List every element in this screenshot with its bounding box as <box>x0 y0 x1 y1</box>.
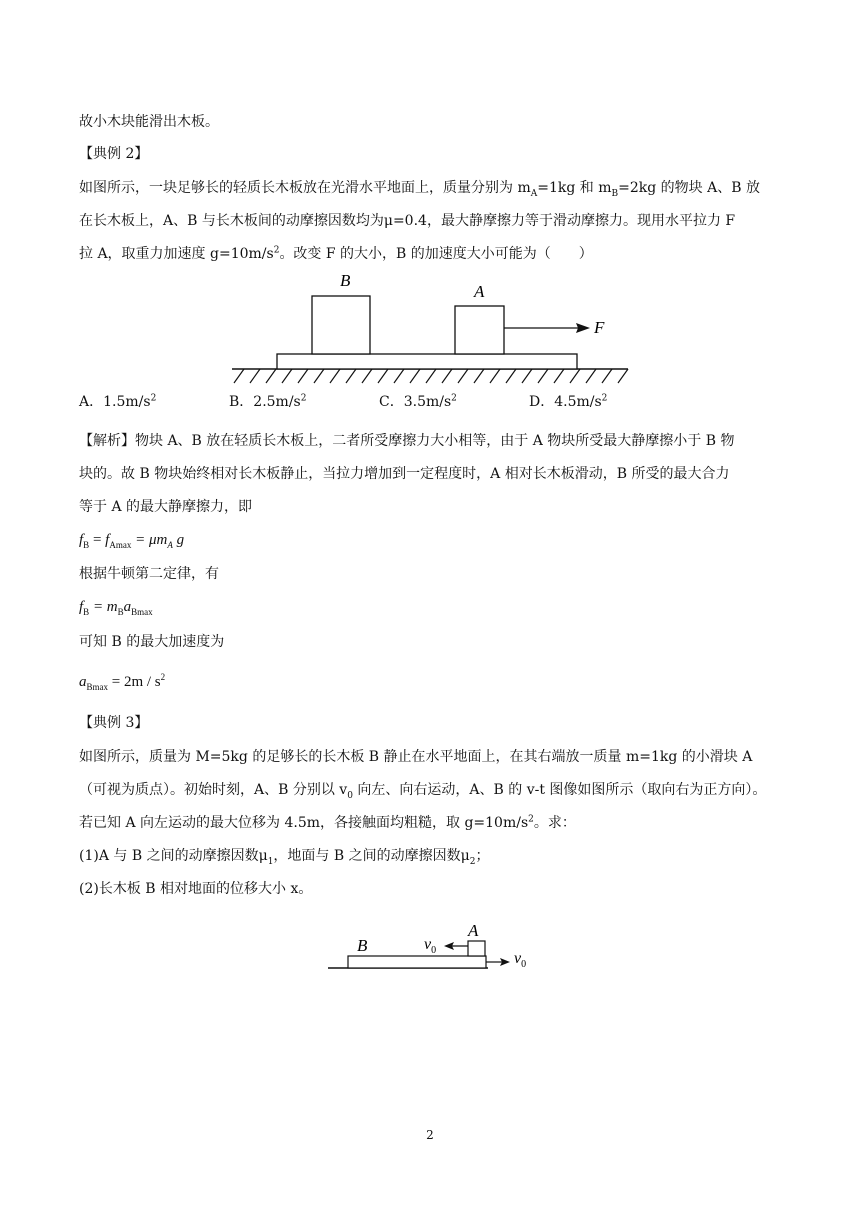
solution-line-3: 等于 A 的最大静摩擦力，即 <box>79 499 253 515</box>
text-line: 故小木块能滑出木板。 <box>79 114 219 130</box>
example-2-question-line-3: 拉 A，取重力加速度 $g=10m/s^2$。改变 F 的大小，B 的加速度大小可能为（ ） <box>79 245 593 262</box>
label-v0-right: $v_0$ <box>514 950 527 970</box>
label-b: B <box>340 271 351 290</box>
label-b-3: B <box>357 936 368 955</box>
example-3-figure <box>326 916 546 978</box>
label-f: F <box>594 318 605 337</box>
slider-a <box>468 941 485 956</box>
label-v0-left: $v_0$ <box>424 936 437 956</box>
example-3-line-2: （可视为质点）。初始时刻，A、B 分别以 $v_0$ 向左、向右运动，A、B 的 v-t 图像如图所示（取向右为正方向）。 <box>79 782 767 801</box>
example-3-line-3: 若已知 A 向左运动的最大位移为 4.5m，各接触面均粗糙，取 $g=10m/s^2$。求： <box>79 814 576 831</box>
label-a-3: A <box>468 921 479 940</box>
page-number: 2 <box>426 1128 434 1142</box>
example-3-question-2: (2)长木板 B 相对地面的位移大小 x。 <box>79 881 313 897</box>
example-3-line-1: 如图所示，质量为 M=5kg 的足够长的长木板 B 静止在水平地面上，在其右端放一质量 m=1kg 的小滑块 A <box>79 749 753 765</box>
solution-line-5: 可知 B 的最大加速度为 <box>79 634 225 650</box>
solution-line-1: 【解析】物块 A、B 放在轻质长木板上，二者所受摩擦力大小相等，由于 A 物块所受最大静摩擦小于 B 物 <box>79 433 735 449</box>
ground-hatch <box>234 369 628 383</box>
block-b <box>312 296 370 354</box>
long-board <box>277 354 577 369</box>
equation-3: $a_{Bmax} = 2m / s^2$ <box>79 672 166 692</box>
example-2-figure <box>228 268 638 388</box>
example-2-question-line-1: 如图所示，一块足够长的轻质长木板放在光滑水平地面上，质量分别为 $m_A=1kg$ 和 $m_B=2kg$ 的物块 A、B 放 <box>79 180 760 199</box>
option-a[interactable]: A．$1.5m/s^2$ <box>79 393 157 410</box>
label-a: A <box>474 282 485 301</box>
board-b <box>348 956 486 968</box>
example-2-question-line-2: 在长木板上，A、B 与长木板间的动摩擦因数均为μ=0.4，最大静摩擦力等于滑动摩擦力。现用水平拉力 F <box>79 213 736 229</box>
solution-line-4: 根据牛顿第二定律，有 <box>79 566 219 582</box>
option-b[interactable]: B．$2.5m/s^2$ <box>229 393 307 410</box>
option-c[interactable]: C．$3.5m/s^2$ <box>379 393 457 410</box>
example-2-title: 【典例 2】 <box>79 146 149 162</box>
answer-options <box>79 392 779 412</box>
example-3-question-1: (1)A 与 B 之间的动摩擦因数$\mu_1$，地面与 B 之间的动摩擦因数$\mu_2$； <box>79 848 490 867</box>
option-d[interactable]: D．$4.5m/s^2$ <box>529 393 608 410</box>
equation-2: $f_B = m_Ba_{Bmax}$ <box>79 599 153 617</box>
example-3-title: 【典例 3】 <box>79 715 149 731</box>
equation-1: $f_B = f_{Amax} = \mu m_A$ g <box>79 532 185 550</box>
solution-line-2: 块的。故 B 物块始终相对长木板静止，当拉力增加到一定程度时，A 相对长木板滑动，B 所受的最大合力 <box>79 466 730 482</box>
block-a <box>455 306 504 354</box>
